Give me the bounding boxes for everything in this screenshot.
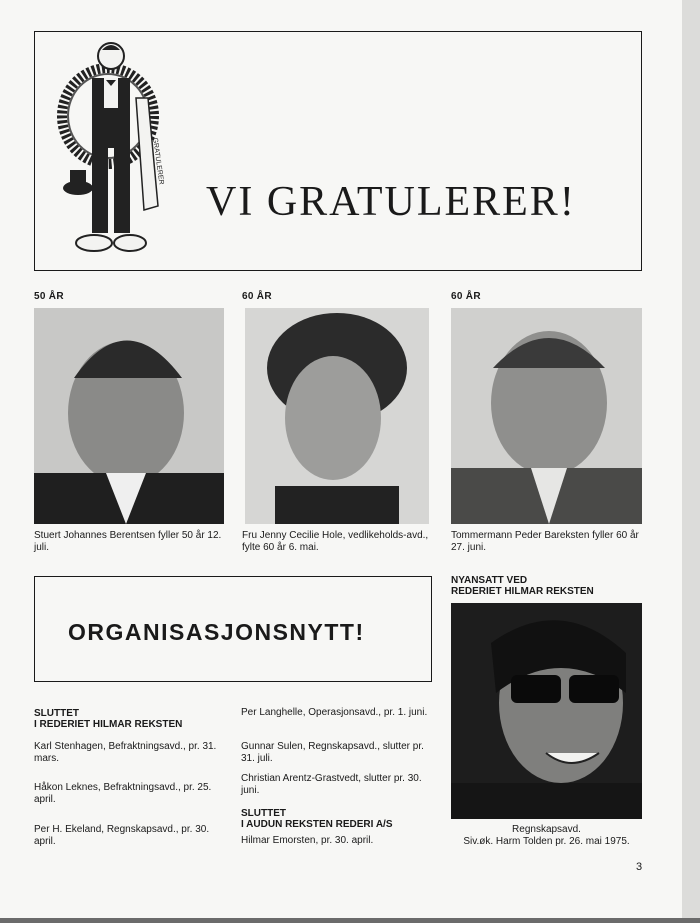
list-item: Gunnar Sulen, Regnskapsavd., slutter pr. 31. juli. xyxy=(241,741,424,764)
age-label-1: 50 ÅR xyxy=(34,291,64,302)
page-number: 3 xyxy=(636,861,643,873)
section-heading-1-line1: SLUTTET xyxy=(34,708,79,719)
new-hire-heading xyxy=(451,575,594,597)
page-edge-shadow xyxy=(682,0,700,923)
page-title: VI GRATULERER! xyxy=(206,179,576,225)
portrait-photo-3 xyxy=(451,308,642,524)
section-heading-1 xyxy=(34,708,182,730)
page-bottom-edge xyxy=(0,918,700,923)
caption-3: Tommermann Peder Bareksten fyller 60 år 27. juni. xyxy=(451,530,639,553)
gratulerer-man-illustration xyxy=(56,38,171,263)
section-heading-2-line2: I AUDUN REKSTEN REDERI A/S xyxy=(241,819,393,830)
list-item: Håkon Leknes, Befraktningsavd., pr. 25. april. xyxy=(34,782,212,805)
portrait-photo-2 xyxy=(245,308,429,524)
new-hire-photo xyxy=(451,603,642,819)
new-hire-caption-line2: Siv.øk. Harm Tolden pr. 26. mai 1975. xyxy=(463,836,630,847)
list-item: Christian Arentz-Grastvedt, slutter pr. 30. juni. xyxy=(241,773,422,796)
age-label-2: 60 ÅR xyxy=(242,291,272,302)
age-label-3: 60 ÅR xyxy=(451,291,481,302)
sash-text: GRATULERER xyxy=(151,137,165,186)
list-item: Per H. Ekeland, Regnskapsavd., pr. 30. april. xyxy=(34,824,210,847)
new-hire-caption xyxy=(451,824,642,848)
section-heading-2 xyxy=(241,808,393,830)
list-item: Karl Stenhagen, Befraktningsavd., pr. 31. mars. xyxy=(34,741,217,764)
list-item: Per Langhelle, Operasjonsavd., pr. 1. juni. xyxy=(241,707,428,718)
new-hire-heading-line1: NYANSATT VED xyxy=(451,575,528,586)
caption-2: Fru Jenny Cecilie Hole, vedlikeholds-avd., fylte 60 år 6. mai. xyxy=(242,530,429,553)
portrait-photo-1 xyxy=(34,308,224,524)
new-hire-caption-line1: Regnskapsavd. xyxy=(512,824,581,835)
org-title: ORGANISASJONSNYTT! xyxy=(68,619,365,645)
list-item: Hilmar Emorsten, pr. 30. april. xyxy=(241,835,374,846)
caption-1: Stuert Johannes Berentsen fyller 50 år 12. juli. xyxy=(34,530,222,553)
section-heading-1-line2: I REDERIET HILMAR REKSTEN xyxy=(34,719,183,730)
new-hire-heading-line2: REDERIET HILMAR REKSTEN xyxy=(451,586,594,597)
section-heading-2-line1: SLUTTET xyxy=(241,808,286,819)
